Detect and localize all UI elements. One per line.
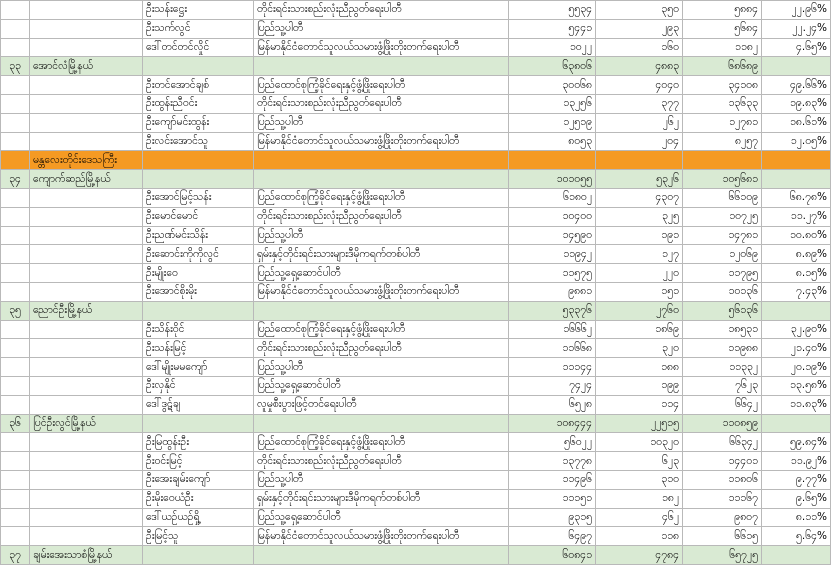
candidate-row: [1, 376, 831, 395]
township-cell: [30, 508, 143, 527]
township-cell: [30, 452, 143, 471]
percentage-cell: ၁၈.၆၁%: [762, 113, 831, 132]
row-number-cell: [1, 245, 30, 264]
vote-count-cell: ၁၀၁၀၅၅: [509, 170, 596, 189]
vote-total-cell: ၆၆၁၀၉: [683, 188, 762, 207]
vote-count-cell: ၁၈၂: [596, 489, 683, 508]
township-cell: [30, 76, 143, 95]
party-cell: ပြည်ထောင်စုကြံ့ခိုင်ရေးနှင့်ဖွံ့ဖြိုးရေးပါတီ: [254, 188, 509, 207]
candidate-row: [1, 358, 831, 377]
vote-count-cell: ၆၁၈၀၂: [509, 188, 596, 207]
vote-count-cell: ၁၁၆၆၈: [509, 339, 596, 358]
township-cell: [30, 19, 143, 38]
township-cell: [30, 226, 143, 245]
vote-total-cell: ၁၁၈၀၆: [683, 470, 762, 489]
vote-total-cell: ၁၄၇၈၁: [683, 226, 762, 245]
vote-total-cell: ၁၁၀၈၅၉: [683, 414, 762, 433]
vote-count-cell: ၁၁၅၇၅: [509, 264, 596, 283]
row-number-cell: ၃၅: [1, 301, 30, 320]
row-number-cell: [1, 19, 30, 38]
vote-count-cell: ၁၂၇: [596, 245, 683, 264]
party-cell: ပြည်သူ့ရှေ့ဆောင်ပါတီ: [254, 264, 509, 283]
candidate-row: [1, 1, 831, 20]
township-row: [1, 301, 831, 320]
vote-total-cell: ၅၈၈၄: [683, 1, 762, 20]
party-cell: ပြည်သူ့ပါတီ: [254, 19, 509, 38]
row-number-cell: [1, 452, 30, 471]
vote-count-cell: ၁၆၀: [596, 38, 683, 57]
candidate-cell: ဦးမြင့်သူ: [143, 527, 254, 546]
percentage-cell: ၅.၆၄%: [762, 527, 831, 546]
percentage-cell: ၂၂.၉၆%: [762, 1, 831, 20]
candidate-row: [1, 452, 831, 471]
percentage-cell: ၁၉.၈၃%: [762, 94, 831, 113]
candidate-row: [1, 245, 831, 264]
party-cell: [254, 57, 509, 76]
vote-count-cell: ၅၄၄၁: [509, 19, 596, 38]
vote-total-cell: ၇၆၂၃: [683, 376, 762, 395]
township-row: [1, 170, 831, 189]
vote-count-cell: ၁၅၁: [596, 282, 683, 301]
vote-count-cell: ၂၆၂: [596, 113, 683, 132]
row-number-cell: [1, 527, 30, 546]
vote-total-cell: ၆၆၃၄၂: [683, 433, 762, 452]
township-cell: [30, 527, 143, 546]
candidate-row: [1, 113, 831, 132]
township-cell: [30, 245, 143, 264]
percentage-cell: ၁၁.၈၃%: [762, 395, 831, 414]
candidate-cell: ဦးသန်းဋ္ဌေး: [143, 1, 254, 20]
vote-count-cell: ၁၁၄၉၆: [509, 470, 596, 489]
vote-total-cell: ၅၆၈၄: [683, 19, 762, 38]
candidate-cell: ဦးအေးချမ်းကျော်: [143, 470, 254, 489]
party-cell: ပြည်သူ့ပါတီ: [254, 226, 509, 245]
candidate-cell: ဦးကျော်မင်းထွန်း: [143, 113, 254, 132]
vote-total-cell: ၁၀၇၂၅: [683, 207, 762, 226]
candidate-cell: ဦးသက်လွင်: [143, 19, 254, 38]
party-cell: မြန်မာနိုင်ငံတောင်သူလယ်သမားဖွံ့ဖြိုးတိုးတက်ရေးပါတီ: [254, 132, 509, 151]
row-number-cell: [1, 113, 30, 132]
vote-count-cell: ၁၉၁: [596, 226, 683, 245]
vote-count-cell: ၄၆၂: [596, 508, 683, 527]
row-number-cell: ၃၇: [1, 546, 30, 565]
row-number-cell: [1, 226, 30, 245]
party-cell: [254, 301, 509, 320]
party-cell: မြန်မာနိုင်ငံတောင်သူလယ်သမားဖွံ့ဖြိုးတိုးတက်ရေးပါတီ: [254, 282, 509, 301]
vote-count-cell: ၂၂၀: [596, 264, 683, 283]
candidate-row: [1, 76, 831, 95]
percentage-cell: ၉.၆၅%: [762, 489, 831, 508]
candidate-row: [1, 470, 831, 489]
percentage-cell: [762, 301, 831, 320]
party-cell: ပြည်သူ့ပါတီ: [254, 358, 509, 377]
vote-count-cell: ၁၂၅၁၉: [509, 113, 596, 132]
vote-count-cell: ၄၀၄၀: [596, 76, 683, 95]
vote-total-cell: ၁၁၇၉၅: [683, 264, 762, 283]
party-cell: တိုင်းရင်းသားစည်းလုံးညီညွတ်ရေးပါတီ: [254, 1, 509, 20]
candidate-row: [1, 19, 831, 38]
vote-count-cell: ၃၇၇: [596, 94, 683, 113]
vote-total-cell: ၆၆၁၅: [683, 527, 762, 546]
vote-count-cell: ၁၀၃၂၀: [596, 433, 683, 452]
percentage-cell: ၈.၁၅%: [762, 264, 831, 283]
candidate-row: [1, 207, 831, 226]
vote-total-cell: ၆၈၆၈၉: [683, 57, 762, 76]
candidate-cell: ဦးညဏ်မင်းသိန်း: [143, 226, 254, 245]
township-row: [1, 57, 831, 76]
candidate-row: [1, 489, 831, 508]
vote-count-cell: ၄၈၈၃: [596, 57, 683, 76]
vote-count-cell: ၃၅၀: [596, 1, 683, 20]
candidate-cell: [143, 151, 254, 170]
vote-total-cell: ၁၃၆၃၃: [683, 94, 762, 113]
row-number-cell: [1, 358, 30, 377]
vote-count-cell: ၁၀၂၂: [509, 38, 596, 57]
candidate-cell: ဦးလင်းအောင်သူ: [143, 132, 254, 151]
percentage-cell: ၂၀.၁၉%: [762, 358, 831, 377]
vote-count-cell: ၃၂၅: [596, 207, 683, 226]
row-number-cell: [1, 188, 30, 207]
percentage-cell: ၄၉.၆၆%: [762, 76, 831, 95]
percentage-cell: ၂၂.၂၄%: [762, 19, 831, 38]
township-cell: ပြင်ဦးလွင်မြို့နယ်: [30, 414, 143, 433]
percentage-cell: ၇.၄၃%: [762, 282, 831, 301]
vote-count-cell: ၁၁၁၅၁: [509, 489, 596, 508]
candidate-row: [1, 339, 831, 358]
township-row: [1, 546, 831, 565]
candidate-cell: ဦးအောင်မြင့်သန်း: [143, 188, 254, 207]
percentage-cell: ၈.၈၉%: [762, 245, 831, 264]
township-cell: ကျောက်ဆည်မြို့နယ်: [30, 170, 143, 189]
vote-count-cell: ၆၅၂၈: [509, 395, 596, 414]
region-row: [1, 151, 831, 170]
party-cell: [254, 546, 509, 565]
vote-count-cell: ၁၉၉: [596, 376, 683, 395]
candidate-cell: [143, 414, 254, 433]
candidate-cell: ဒေါ်တင်တင်လှိုင်: [143, 38, 254, 57]
candidate-row: [1, 38, 831, 57]
vote-total-cell: ၁၂၇၈၁: [683, 113, 762, 132]
candidate-cell: ဒေါ်မျိုးမမကျော်: [143, 358, 254, 377]
vote-total-cell: ၁၀၅၆၈၁: [683, 170, 762, 189]
percentage-cell: ၁၂.၀၅%: [762, 132, 831, 151]
vote-count-cell: ၆၀၈၄၁: [509, 546, 596, 565]
candidate-row: [1, 508, 831, 527]
vote-count-cell: ၁၄၅၉၀: [509, 226, 596, 245]
vote-count-cell: ၄၃၀၇: [596, 188, 683, 207]
vote-count-cell: ၅၅၃၄: [509, 1, 596, 20]
vote-total-cell: ၁၁၃၃၂: [683, 358, 762, 377]
township-cell: အောင်လံမြို့နယ်: [30, 57, 143, 76]
township-cell: [30, 188, 143, 207]
party-cell: [254, 414, 509, 433]
row-number-cell: [1, 1, 30, 20]
township-cell: [30, 38, 143, 57]
row-number-cell: [1, 376, 30, 395]
percentage-cell: ၉.၇၇%: [762, 470, 831, 489]
percentage-cell: ၁၃.၅၈%: [762, 376, 831, 395]
township-cell: မန္တလေးတိုင်းဒေသကြီး: [30, 151, 143, 170]
results-table-body: [1, 1, 831, 565]
candidate-cell: ဒေါ်ယဉ်ယဉ်ရှို့: [143, 508, 254, 527]
party-cell: ပြည်ထောင်စုကြံ့ခိုင်ရေးနှင့်ဖွံ့ဖြိုးရေးပါတီ: [254, 320, 509, 339]
row-number-cell: [1, 76, 30, 95]
candidate-cell: ဦးမြထွန်းဦး: [143, 433, 254, 452]
row-number-cell: [1, 339, 30, 358]
row-number-cell: [1, 508, 30, 527]
party-cell: ရှမ်းနှင့်တိုင်းရင်းသားများဒီမိုကရက်တစ်ပါတီ: [254, 489, 509, 508]
township-cell: [30, 282, 143, 301]
vote-count-cell: ၆၃၈၀၆: [509, 57, 596, 76]
party-cell: ပြည်ထောင်စုကြံ့ခိုင်ရေးနှင့်ဖွံ့ဖြိုးရေးပါတီ: [254, 76, 509, 95]
vote-count-cell: ၁၁၉၄၂: [509, 245, 596, 264]
candidate-cell: ဦးမျိုးဝေ: [143, 264, 254, 283]
vote-count-cell: ၉၃၁၅: [509, 508, 596, 527]
party-cell: တိုင်းရင်းသားစည်းလုံးညီညွတ်ရေးပါတီ: [254, 207, 509, 226]
vote-count-cell: ၇၄၂၄: [509, 376, 596, 395]
party-cell: [254, 151, 509, 170]
vote-count-cell: ၆၂၃: [596, 452, 683, 471]
party-cell: တိုင်းရင်းသားစည်းလုံးညီညွတ်ရေးပါတီ: [254, 452, 509, 471]
vote-total-cell: ၁၁၁၆၇: [683, 489, 762, 508]
party-cell: ပြည်ထောင်စုကြံ့ခိုင်ရေးနှင့်ဖွံ့ဖြိုးရေးပါတီ: [254, 433, 509, 452]
party-cell: တိုင်းရင်းသားစည်းလုံးညီညွတ်ရေးပါတီ: [254, 339, 509, 358]
candidate-row: [1, 132, 831, 151]
vote-count-cell: ၄၇၈၄: [596, 546, 683, 565]
vote-total-cell: ၉၈၀၇: [683, 508, 762, 527]
candidate-cell: ဦးလှနိုင်: [143, 376, 254, 395]
township-cell: [30, 470, 143, 489]
township-cell: ညောင်ဦးမြို့နယ်: [30, 301, 143, 320]
row-number-cell: [1, 151, 30, 170]
row-number-cell: [1, 489, 30, 508]
vote-count-cell: ၉၈၈၁: [509, 282, 596, 301]
township-cell: [30, 1, 143, 20]
candidate-row: [1, 94, 831, 113]
vote-total-cell: ၁၈၅၃၁: [683, 320, 762, 339]
percentage-cell: [762, 546, 831, 565]
vote-total-cell: ၁၄၄၀၁: [683, 452, 762, 471]
vote-total-cell: ၆၆၄၂: [683, 395, 762, 414]
vote-total-cell: ၆၅၇၂၅: [683, 546, 762, 565]
vote-count-cell: ၈၀၅၃: [509, 132, 596, 151]
candidate-cell: ဦးဝင်းမြင့်: [143, 452, 254, 471]
row-number-cell: [1, 395, 30, 414]
candidate-cell: ဦးဆောင်းကိုကိုလွင်: [143, 245, 254, 264]
party-cell: ပြည်သူ့ရှေ့ဆောင်ပါတီ: [254, 376, 509, 395]
candidate-row: [1, 527, 831, 546]
party-cell: ရှမ်းနှင့်တိုင်းရင်းသားများဒီမိုကရက်တစ်ပါတီ: [254, 245, 509, 264]
vote-count-cell: ၅၃၂၆: [596, 170, 683, 189]
township-cell: [30, 376, 143, 395]
party-cell: မြန်မာနိုင်ငံတောင်သူလယ်သမားဖွံ့ဖြိုးတိုးတက်ရေးပါတီ: [254, 527, 509, 546]
percentage-cell: ၁၁.၉၂%: [762, 452, 831, 471]
vote-count-cell: ၃၀၀၆၈: [509, 76, 596, 95]
vote-count-cell: ၂၀၄: [596, 132, 683, 151]
percentage-cell: [762, 170, 831, 189]
percentage-cell: [762, 151, 831, 170]
vote-count-cell: ၁၀၈၄၄၄: [509, 414, 596, 433]
percentage-cell: ၄.၆၅%: [762, 38, 831, 57]
party-cell: ပြည်သူ့ပါတီ: [254, 470, 509, 489]
township-cell: [30, 320, 143, 339]
township-cell: [30, 489, 143, 508]
vote-count-cell: ၁၃၇၇၈: [509, 452, 596, 471]
vote-count-cell: ၁၁၄: [596, 395, 683, 414]
candidate-cell: [143, 170, 254, 189]
row-number-cell: [1, 433, 30, 452]
township-cell: [30, 433, 143, 452]
candidate-cell: ဦးမောင်မောင်: [143, 207, 254, 226]
vote-count-cell: ၆၄၉၇: [509, 527, 596, 546]
candidate-cell: ဦးသန်းမြင့်: [143, 339, 254, 358]
vote-total-cell: ၁၀၁၃၆: [683, 282, 762, 301]
vote-count-cell: ၃၁၀: [596, 470, 683, 489]
percentage-cell: ၁၀.၈၀%: [762, 226, 831, 245]
row-number-cell: [1, 320, 30, 339]
row-number-cell: [1, 94, 30, 113]
candidate-row: [1, 320, 831, 339]
vote-count-cell: ၃၂၀: [596, 339, 683, 358]
township-cell: [30, 207, 143, 226]
candidate-cell: ဦးမိုးဝေယံဦး: [143, 489, 254, 508]
candidate-cell: [143, 301, 254, 320]
row-number-cell: [1, 282, 30, 301]
township-cell: [30, 358, 143, 377]
candidate-cell: ဦးသိန်းဝိုင်: [143, 320, 254, 339]
vote-total-cell: ၃၄၁၀၈: [683, 76, 762, 95]
row-number-cell: [1, 470, 30, 489]
party-cell: လူမှုစီးပွားဖြင့်တင်ရေးပါတီ: [254, 395, 509, 414]
row-number-cell: [1, 264, 30, 283]
row-number-cell: [1, 132, 30, 151]
row-number-cell: [1, 207, 30, 226]
party-cell: တိုင်းရင်းသားစည်းလုံးညီညွတ်ရေးပါတီ: [254, 94, 509, 113]
candidate-row: [1, 433, 831, 452]
vote-total-cell: ၁၂၀၆၉: [683, 245, 762, 264]
candidate-row: [1, 264, 831, 283]
vote-count-cell: ၂၉၃: [596, 19, 683, 38]
row-number-cell: ၃၄: [1, 170, 30, 189]
vote-count-cell: ၁၈၆၉: [596, 320, 683, 339]
candidate-cell: ဦးတင်အောင်ချစ်: [143, 76, 254, 95]
percentage-cell: ၃၂.၉၀%: [762, 320, 831, 339]
vote-count-cell: ၁၆၆၆၂: [509, 320, 596, 339]
candidate-row: [1, 395, 831, 414]
percentage-cell: ၅၉.၈၄%: [762, 433, 831, 452]
vote-count-cell: [509, 151, 596, 170]
vote-total-cell: ၁၁၉၈၈: [683, 339, 762, 358]
vote-count-cell: ၅၃၃၇၆: [509, 301, 596, 320]
party-cell: ပြည်သူ့ပါတီ: [254, 113, 509, 132]
percentage-cell: [762, 414, 831, 433]
percentage-cell: ၂၁.၄၀%: [762, 339, 831, 358]
vote-count-cell: ၁၀၄၀၀: [509, 207, 596, 226]
candidate-cell: [143, 546, 254, 565]
percentage-cell: ၆၈.၇၈%: [762, 188, 831, 207]
row-number-cell: ၃၃: [1, 57, 30, 76]
vote-total-cell: ၁၁၈၂: [683, 38, 762, 57]
township-cell: [30, 339, 143, 358]
township-cell: [30, 132, 143, 151]
vote-count-cell: ၁၃၂၅၆: [509, 94, 596, 113]
vote-total-cell: [683, 151, 762, 170]
candidate-cell: [143, 57, 254, 76]
candidate-cell: ဒေါ်ဒွဋ်ချ: [143, 395, 254, 414]
township-cell: [30, 264, 143, 283]
candidate-cell: ဦးထွန်းညီဝင်း: [143, 94, 254, 113]
vote-count-cell: ၁၁၈: [596, 527, 683, 546]
township-cell: [30, 113, 143, 132]
candidate-row: [1, 282, 831, 301]
township-row: [1, 414, 831, 433]
vote-count-cell: ၅၆၀၂၂: [509, 433, 596, 452]
percentage-cell: [762, 57, 831, 76]
percentage-cell: ၈.၁၁%: [762, 508, 831, 527]
percentage-cell: ၁၁.၂၇%: [762, 207, 831, 226]
township-cell: [30, 94, 143, 113]
party-cell: [254, 170, 509, 189]
row-number-cell: ၃၆: [1, 414, 30, 433]
vote-count-cell: ၂၇၆၀: [596, 301, 683, 320]
township-cell: [30, 395, 143, 414]
candidate-row: [1, 226, 831, 245]
candidate-row: [1, 188, 831, 207]
candidate-cell: ဦးအောင်စိုးမိုး: [143, 282, 254, 301]
vote-count-cell: ၁၁၁၄၄: [509, 358, 596, 377]
party-cell: ပြည်သူ့ရှေ့ဆောင်ပါတီ: [254, 508, 509, 527]
township-cell: ချမ်းအေးသာစံမြို့နယ်: [30, 546, 143, 565]
vote-count-cell: ၁၈၈: [596, 358, 683, 377]
party-cell: မြန်မာနိုင်ငံတောင်သူလယ်သမားဖွံ့ဖြိုးတိုးတက်ရေးပါတီ: [254, 38, 509, 57]
vote-total-cell: ၈၂၅၇: [683, 132, 762, 151]
vote-total-cell: ၅၆၁၃၆: [683, 301, 762, 320]
vote-count-cell: ၂၂၅၁၅: [596, 414, 683, 433]
row-number-cell: [1, 38, 30, 57]
vote-count-cell: [596, 151, 683, 170]
